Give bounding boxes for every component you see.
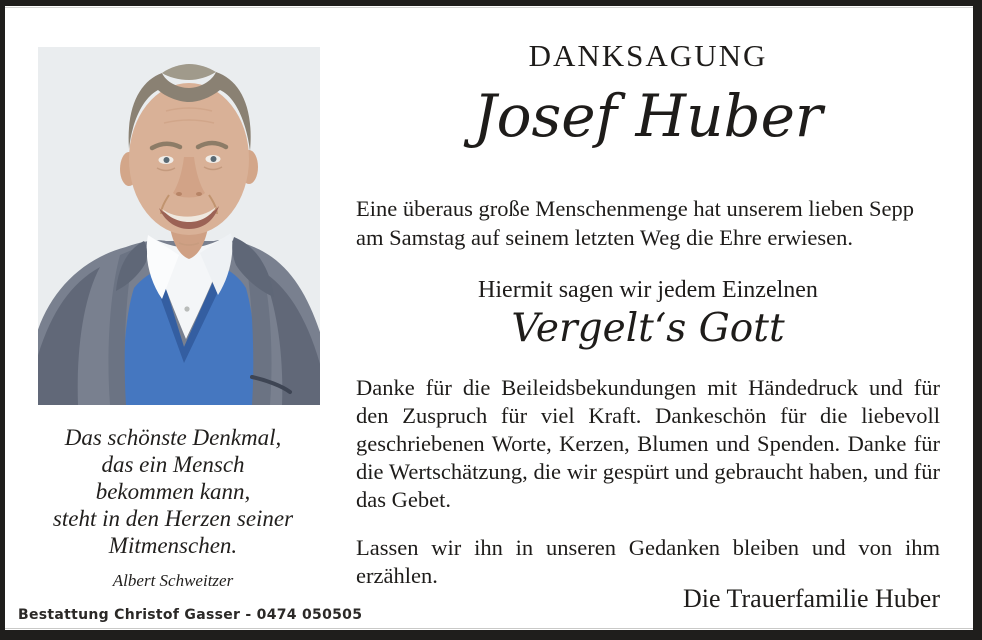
nostril-left: [176, 192, 182, 196]
notice-title: DANKSAGUNG: [528, 38, 768, 73]
quote-line: Mitmenschen.: [108, 533, 238, 558]
frame-border-left: [0, 0, 5, 640]
iris-right: [211, 156, 217, 162]
shirt-button: [184, 306, 189, 311]
quote-line: bekommen kann,: [95, 479, 251, 504]
memorial-quote: [20, 424, 326, 594]
notice-body: [356, 0, 940, 640]
portrait-photo: [38, 47, 320, 405]
address-line: Hiermit sagen wir jedem Einzelnen: [478, 277, 818, 303]
nostril-right: [196, 192, 202, 196]
closing-paragraph: Lassen wir ihn in unseren Gedanken bleiben und von ihm erzählen.: [356, 535, 940, 588]
quote-author: Albert Schweitzer: [112, 571, 234, 590]
frame-border-right: [973, 0, 982, 640]
quote-line: das ein Mensch: [101, 452, 245, 477]
portrait-illustration: [38, 47, 320, 405]
family-signature: Die Trauerfamilie Huber: [682, 584, 940, 613]
quote-line: Das schönste Denkmal,: [64, 425, 282, 450]
deceased-name: Josef Huber: [473, 82, 823, 150]
iris-left: [164, 157, 170, 163]
thanks-paragraph: Danke für die Beileidsbekundungen mit Händedruck und für den Zuspruch für viel Kraft. Dankeschön für die liebevoll geschriebenen Worte, Kerzen, Blumen und Spenden. Danke für die Wertschätzung, die wir gespürt und gebraucht haben, und für das Gebet.: [356, 375, 940, 512]
funeral-home-footer: Bestattung Christof Gasser - 0474 050505: [18, 607, 363, 623]
quote-line: steht in den Herzen seiner: [52, 506, 294, 531]
intro-paragraph: Eine überaus große Menschenmenge hat unserem lieben Sepp am Samstag auf seinem letzten Weg die Ehre erwiesen.: [356, 196, 914, 250]
thanks-script: Vergelt‘s Gott: [511, 306, 785, 351]
